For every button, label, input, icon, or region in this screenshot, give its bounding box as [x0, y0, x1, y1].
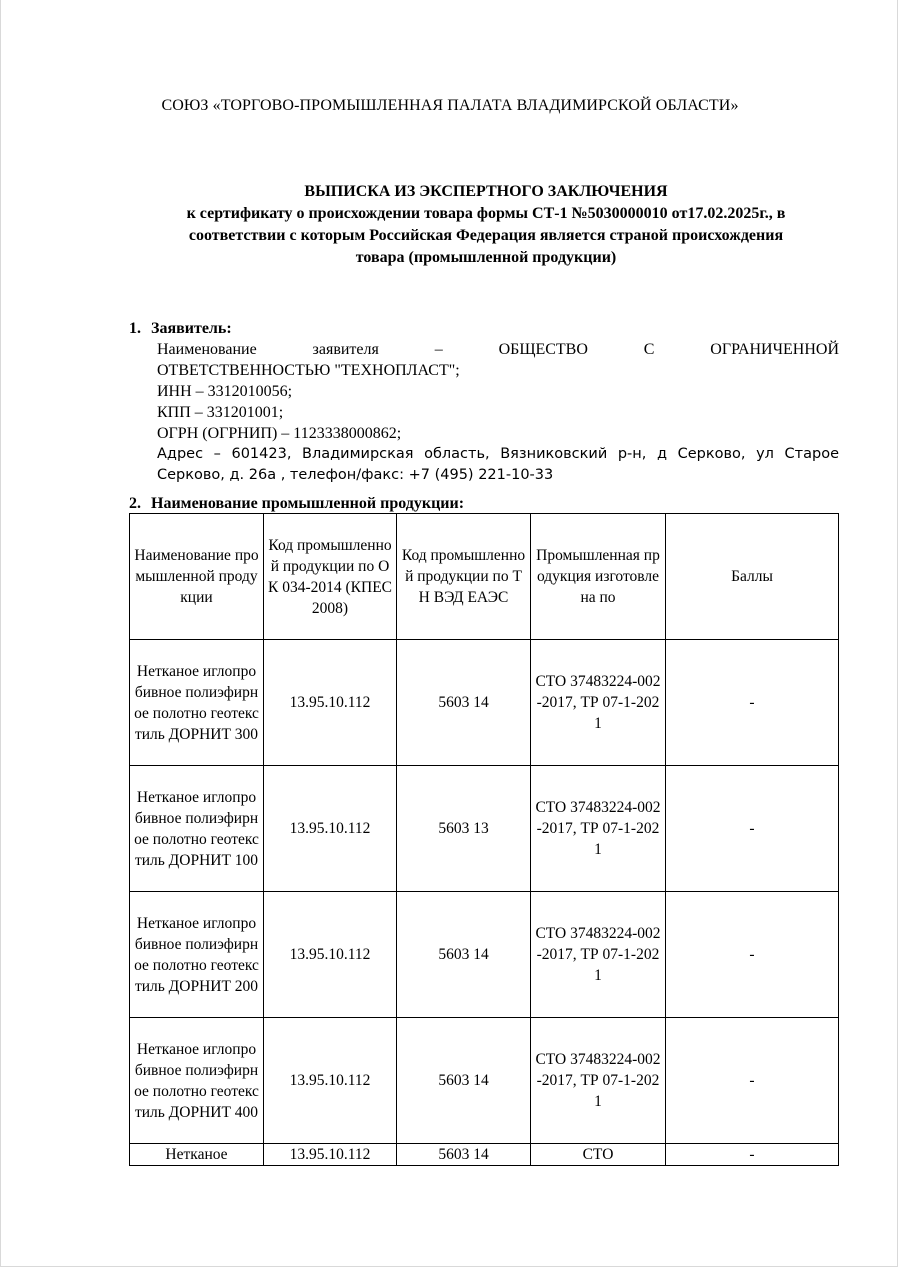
- title-line-2: к сертификату о происхождении товара формы СТ-1 №5030000010 от17.02.2025г., в: [186, 205, 786, 222]
- products-section: [129, 493, 839, 514]
- products-table: [129, 513, 839, 1166]
- header-points: Баллы: [666, 514, 839, 640]
- cell-manufactured-by: СТО: [531, 1144, 666, 1166]
- products-number: 2.: [129, 495, 141, 512]
- title-line-3: соответствии с которым Российская Федерация является страной происхождения: [188, 227, 784, 244]
- cell-product-name: Нетканое иглопробивное полиэфирное полотно геотекстиль ДОРНИТ 300: [130, 640, 264, 766]
- cell-manufactured-by: СТО 37483224-002-2017, ТР 07-1-2021: [531, 766, 666, 892]
- cell-tnved-code: 5603 14: [397, 1018, 531, 1144]
- cell-product-name: Нетканое иглопробивное полиэфирное полотно геотекстиль ДОРНИТ 400: [130, 1018, 264, 1144]
- applicant-address-line-1: Адрес – 601423, Владимирская область, Вязниковский р-н, д Серково, ул Старое: [157, 446, 839, 462]
- applicant-number: 1.: [129, 320, 141, 337]
- applicant-name-line-1: Наименование заявителя – ОБЩЕСТВО С ОГРАНИЧЕННОЙ: [157, 341, 839, 358]
- applicant-heading: [129, 318, 839, 339]
- title-line-4: товара (промышленной продукции): [355, 249, 617, 266]
- cell-product-name: Нетканое иглопробивное полиэфирное полотно геотекстиль ДОРНИТ 100: [130, 766, 264, 892]
- cell-okpd-code: 13.95.10.112: [264, 1018, 397, 1144]
- cell-points: -: [666, 640, 839, 766]
- table-row: [130, 766, 839, 892]
- applicant-inn: ИНН – 3312010056;: [157, 383, 293, 400]
- header-manufactured-by: Промышленная продукция изготовлена по: [531, 514, 666, 640]
- applicant-heading-text: Заявитель:: [151, 320, 232, 337]
- products-heading: [129, 493, 839, 514]
- applicant-name-line-2: ОТВЕТСТВЕННОСТЬЮ "ТЕХНОПЛАСТ";: [157, 362, 460, 379]
- table-row-partial: [130, 1144, 839, 1166]
- applicant-ogrn: ОГРН (ОГРНИП) – 1123338000862;: [157, 425, 402, 442]
- header-tnved-code: Код промышленной продукции по ТН ВЭД ЕАЭС: [397, 514, 531, 640]
- title-main: ВЫПИСКА ИЗ ЭКСПЕРТНОГО ЗАКЛЮЧЕНИЯ: [304, 183, 668, 200]
- applicant-address-line-2: Серково, д. 26а , телефон/факс: +7 (495) 221-10-33: [157, 467, 554, 483]
- applicant-kpp: КПП – 331201001;: [157, 404, 284, 421]
- applicant-section: [129, 318, 839, 486]
- cell-product-name: Нетканое: [130, 1144, 264, 1166]
- header-product-name: Наименование промышленной продукции: [130, 514, 264, 640]
- table-row: [130, 1018, 839, 1144]
- cell-okpd-code: 13.95.10.112: [264, 640, 397, 766]
- table-row: [130, 892, 839, 1018]
- cell-manufactured-by: СТО 37483224-002-2017, ТР 07-1-2021: [531, 892, 666, 1018]
- cell-tnved-code: 5603 14: [397, 892, 531, 1018]
- cell-product-name: Нетканое иглопробивное полиэфирное полотно геотекстиль ДОРНИТ 200: [130, 892, 264, 1018]
- table-row: [130, 640, 839, 766]
- cell-okpd-code: 13.95.10.112: [264, 1144, 397, 1166]
- document-title: [131, 181, 841, 269]
- table-header-row: [130, 514, 839, 640]
- cell-manufactured-by: СТО 37483224-002-2017, ТР 07-1-2021: [531, 1018, 666, 1144]
- cell-tnved-code: 5603 14: [397, 640, 531, 766]
- organization-name: СОЮЗ «ТОРГОВО-ПРОМЫШЛЕННАЯ ПАЛАТА ВЛАДИМИРСКОЙ ОБЛАСТИ»: [161, 97, 739, 114]
- products-heading-text: Наименование промышленной продукции:: [151, 495, 465, 512]
- cell-tnved-code: 5603 13: [397, 766, 531, 892]
- cell-okpd-code: 13.95.10.112: [264, 766, 397, 892]
- cell-points: -: [666, 892, 839, 1018]
- cell-tnved-code: 5603 14: [397, 1144, 531, 1166]
- cell-okpd-code: 13.95.10.112: [264, 892, 397, 1018]
- cell-points: -: [666, 1144, 839, 1166]
- cell-points: -: [666, 766, 839, 892]
- header-okpd-code: Код промышленной продукции по ОК 034-2014 (КПЕС 2008): [264, 514, 397, 640]
- cell-points: -: [666, 1018, 839, 1144]
- cell-manufactured-by: СТО 37483224-002-2017, ТР 07-1-2021: [531, 640, 666, 766]
